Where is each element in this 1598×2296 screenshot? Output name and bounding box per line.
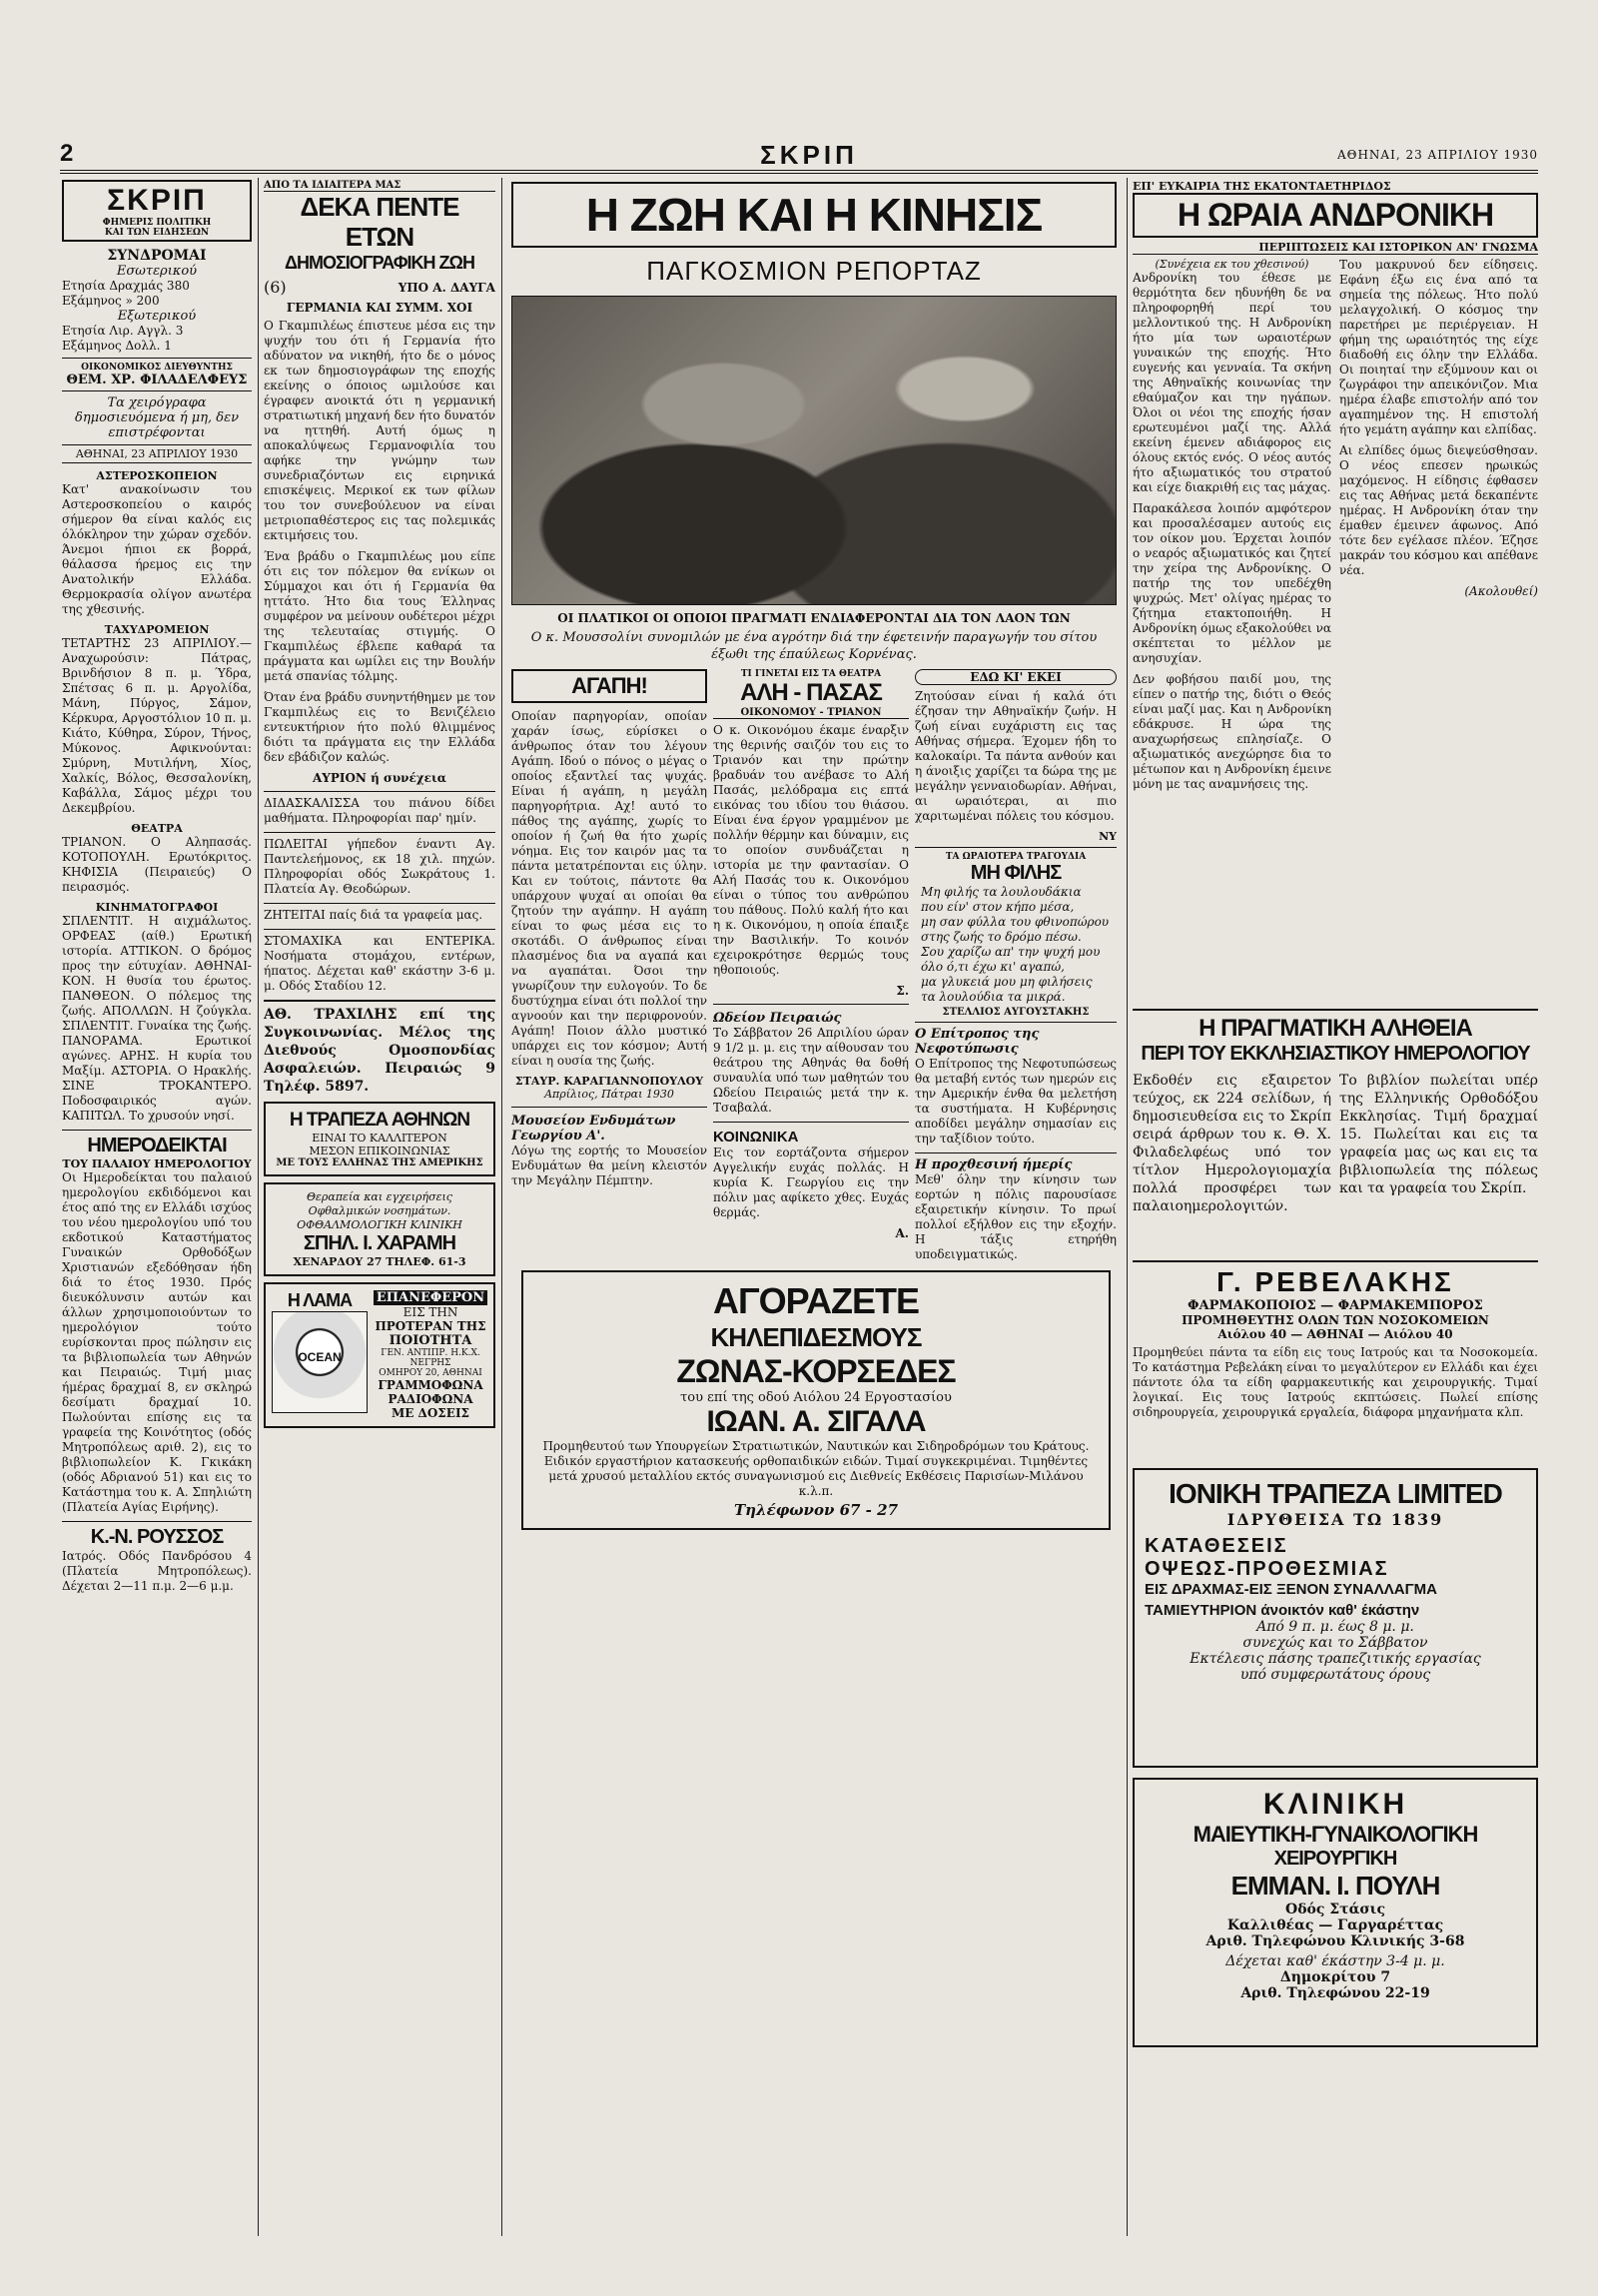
subs-domestic: Εσωτερικού [116, 264, 198, 279]
lamp-title: Η ΛΑΜΑ [287, 1290, 353, 1310]
nameplate-sub2: ΚΑΙ ΤΩΝ ΕΙΔΗΣΕΩΝ [104, 228, 210, 238]
clinic-addr1: Οδός Στάσις [1285, 1902, 1385, 1917]
epitropos-title: Ο Επίτροπος της Νεφοτύπωσις [915, 1027, 1040, 1057]
right-article [1133, 180, 1538, 979]
ali-kicker: ΤΙ ΓΙΝΕΤΑΙ ΕΙΣ ΤΑ ΘΕΑΤΡΑ [740, 669, 882, 679]
ionian-line6: συνεχώς και το Σάββατον [1242, 1635, 1428, 1651]
poem-line: όλο ό,τι έχω κι' αγαπώ, [921, 960, 1065, 974]
truth-title-2: ΠΕΡΙ ΤΟΥ ΕΚΚΛΗΣΙΑΣΤΙΚΟΥ ΗΜΕΡΟΛΟΓΙΟΥ [1141, 1043, 1530, 1065]
ad-poulis-clinic [1133, 1778, 1538, 2047]
bank-athens-line1: ΕΙΝΑΙ ΤΟ ΚΑΛΛΙΤΕΡΟΝ [312, 1132, 447, 1145]
lamp-brand: OCEAN [298, 1350, 342, 1364]
bank-athens-line3: ΜΕ ΤΟΥΣ ΕΛΛΗΝΑΣ ΤΗΣ ΑΜΕΡΙΚΗΣ [276, 1157, 483, 1168]
clinic-addr4: Δημοκρίτου 7 [1279, 1969, 1391, 1985]
clinic-line1: ΜΑΙΕΥΤΙΚΗ-ΓΥΝΑΙΚΟΛΟΓΙΚΗ [1193, 1822, 1478, 1847]
ionian-founded: ΙΔΡΥΘΕΙΣΑ ΤΩ 1839 [1226, 1510, 1444, 1529]
column-2 [264, 180, 495, 2247]
ali-text: Ο κ. Οικονόμου έκαμε έναρξιν της θερινής σαιζόν του εις το Τριανόν και την πρώτην βραδυάν του ανέβασε το Αλή Πασάς, μελόδραμα εις επτά εικόνας του ιδίου του θιάσου. Είναι ένα έργον γραμμένον με πολλήν θέρμην και δύναμιν, εις το οποίον συνδυάζεται η ιστορία με την φαντασίαν. Ο Αλή Πασάς του κ. Οικονόμου είναι ο τύπος του ανθρώπου του πάθους. Πολύ καλή ήτο και η κ. Οικονόμου, η οποία έπαιξε την Βασιλικήν. Το κοινόν εχειροκρότησε θερμώς τους ηθοποιούς. [713, 723, 909, 977]
column-rule-1 [258, 178, 259, 2236]
lamp-line6: ΡΑΔΙΟΦΩΝΑ [388, 1392, 473, 1406]
ionian-line3: ΕΙΣ ΔΡΑΧΜΑΣ-ΕΙΣ ΞΕΝΟΝ ΣΥΝΑΛΛΑΓΜΑ [1145, 1581, 1437, 1598]
sigala-line1: ΚΗΛΕΠΙΔΕΣΜΟΥΣ [710, 1322, 922, 1352]
lamp-line4: ΠΟΙΟΤΗΤΑ [389, 1333, 472, 1348]
serial-text-1: Ο Γκαμπιλέως έπιστευε μέσα εις την ψυχήν του ότι ή Γερμανία ήτο αδύνατον να νικηθή, ήτο δε ο μόνος εκ των δημοσιογράφων της εποχής εκείνης ο όποιος ωμιλούσε και έγραφεν ανοικτά ότι η γερμανική στρατιωτική μηχανή δεν ήτο δυνατόν να ηττηθή. Αυτή όμως η αποκαλύψεως Γερμανοφιλία του αφήκε την γνώμην των συνεδριαζόντων εις ειρηνικά επισκέψεις. Μερικοί εκ των φίλων του τον συνεβούλευον να είναι μετριοπαθέστερος εις τας πολεμικάς εκτιμήσεις του. [264, 319, 495, 542]
andronike-text-3: Δεν φοβήσου παιδί μου, της είπεν ο πατήρ της, διότι ο Θεός είναι μαζί μας. Και η Ανδρονίκη εδάκρυσε. Η ώρα της αναχωρήσεως επλησίαζε. Ο αξιωματικός ανεχώρησε δια το μέτωπον και η Ανδρονίκη έμεινε μόνη με τας αναμνήσεις της. [1133, 672, 1331, 791]
clinic-doctor: ΕΜΜΑΝ. Ι. ΠΟΥΛΗ [1230, 1871, 1440, 1901]
andronike-text-2: Παρακάλεσα λοιπόν αμφότερον και προσαλέσαμεν αυτούς εις τον οίκον μου. Έρχεται λοιπόν ο νεαρός αξιωματικός και ζητεί την χείρα της Ανδρονίκης. Ο πατήρ της τον υπεδέχθη ψυχρώς. Μετ' ολίγας ημέρας το ζήτημα ετακτοποιήθη. Η Ανδρονίκη όμως εξακολούθει να σκέπτεται το μέλλον με ανησυχίαν. [1133, 501, 1331, 665]
manuscripts-notice: Τα χειρόγραφα δημοσιευόμενα ή μη, δεν επιστρέφονται [75, 395, 239, 440]
poem-line: μη σαν φύλλα του φθινοπώρου [921, 915, 1110, 929]
revelakis-text: Προμηθεύει πάντα τα είδη εις τους Ιατρούς και τα Νοσοκομεία. Το κατάστημα Ρεβελάκη είναι το μεγαλύτερον εν Ελλάδι και έχει πάντοτε όλα τα είδη φαρμακευτικής και χειρουργικής. Τιμαί λογικαί. Εις τους Ιατρούς εκπτώσεις. Πωλεί επίσης σιδηρουργεία, χειρουργικά εργαλεία, διάφορα μηχανήματα κλπ. [1133, 1345, 1538, 1419]
andronike-text-5: Αι ελπίδες όμως διεψεύσθησαν. Ο νέος επεσεν ηρωικώς μαχόμενος. Η είδησις έφθασεν εις τας Αθήνας μετά δεκαπέντε ημέρας. Η Ανδρονίκη όταν την έμαθεν έμεινεν άφωνος. Από τότε δεν εγέλασε πλέον. Έζησε μακράν του κόσμου και απέθανε νέα. [1339, 443, 1538, 577]
serial-continued: ΑΥΡΙΟΝ ή συνέχεια [312, 771, 447, 785]
column-rule-3 [1127, 178, 1128, 2236]
clinic-addr2: Καλλιθέας — Γαργαρέττας [1226, 1917, 1444, 1933]
truth-right: Το βιβλίον πωλείται υπέρ της Ελληνικής Ορθοδόξου Εκκλησίας. Τιμή δραχμαί 15. Πωλείται και εις τα γραφεία μας ως και εις τα βιβλιοπωλεία της πόλεως και τα γραφεία του Σκρίπ. [1339, 1073, 1538, 1196]
sigala-line2: ΖΩΝΑΣ-ΚΟΡΣΕΔΕΣ [676, 1353, 956, 1389]
poem-line: μα γλυκειά μου μη φιλήσεις [921, 975, 1093, 989]
astro-text: Κατ' ανακοίνωσιν του Αστεροσκοπείου ο καιρός σήμερον θα είναι καλός εις όλόκληρον την χώραν σχεδόν. Άνεμοι ήπιοι εκ βορρά, θάλασσα ήρεμος εις την Ανατολικήν Ελλάδα. Θερμοκρασία ολίγον ανωτέρα της χθεσινής. [62, 482, 252, 616]
center-col-a [511, 669, 707, 1260]
nameplate-sub1: ΦΗΜΕΡΙΣ ΠΟΛΙΤΙΚΗ [102, 218, 212, 228]
poem-signature: ΣΤΕΛΛΙΟΣ ΑΥΓΟΥΣΤΑΚΗΣ [942, 1007, 1090, 1018]
eye-clinic-addr: ΧΕΝΑΡΔΟΥ 27 ΤΗΛΕΦ. 61-3 [293, 1255, 466, 1268]
subs-line2: Εξάμηνος » 200 [62, 294, 160, 308]
ad-bank-athens [264, 1102, 495, 1176]
photo-caption-2: Ο κ. Μουσσολίνι συνομιλών με ένα αγρότην διά την έφετεινήν παραγωγήν του σίτου έξωθι της έπαύλεως Κορνένας. [530, 630, 1098, 662]
ad-rousso-name: Κ.-Ν. ΡΟΥΣΣΟΣ [90, 1526, 224, 1548]
andronike-kicker: ΕΠ' ΕΥΚΑΙΡΙΑ ΤΗΣ ΕΚΑΤΟΝΤΑΕΤΗΡΙΔΟΣ [1133, 180, 1391, 193]
classified-4: ΣΤΟΜΑΧΙΚΑ και ΕΝΤΕΡΙΚΑ. Νοσήματα στομάχου, εντέρων, ήπατος. Δέχεται καθ' εκάστην 3-6 μ. μ. Οδός Σταδίου 12. [264, 934, 495, 993]
clinic-name: ΚΛΙΝΙΚΗ [1262, 1788, 1408, 1821]
lamp-image [272, 1311, 368, 1413]
poem-line: Σου χαρίζω απ' την ψυχή μου [921, 945, 1101, 959]
mail-title: ΤΑΧΥΔΡΟΜΕΙΟΝ [104, 623, 210, 636]
clinic-addr5: Αριθ. Τηλεφώνου 22-19 [1240, 1985, 1430, 2001]
edo-signature: ΝΥ [1099, 830, 1117, 843]
andronike-text-4: Του μακρυνού δεν είδησεις. Εφάνη έξω εις ένα από τα σημεία της πόλεως. Ήτο πολύ μελαγχολική. Ο κόσμος την παρετήρει με περιέργειαν. Η φήμη της ωραιότητός της είχε διαδοθή εις όλην την Ελλάδα. Οι ποιηταί την εξύμνουν και οι ζωγράφοι την απεικόνιζον. Μια ημέρα έλαβε επιστολήν από τον αγαπημένον της. Η επιστολή ήτο γεμάτη αγάπην και ελπίδας. [1339, 258, 1538, 436]
sigala-head: ΑΓΟΡΑΖΕΤΕ [713, 1280, 919, 1321]
koinonika-signature: Α. [895, 1226, 909, 1240]
revelakis-line1: ΦΑΡΜΑΚΟΠΟΙΟΣ — ΦΑΡΜΑΚΕΜΠΟΡΟΣ [1188, 1298, 1483, 1313]
center-title: Η ΖΩΗ ΚΑΙ Η ΚΙΝΗΣΙΣ [585, 189, 1043, 241]
column-1 [62, 180, 252, 2247]
clinic-line2: ΧΕΙΡΟΥΡΓΙΚΗ [1273, 1848, 1397, 1870]
director-name: ΘΕΜ. ΧΡ. ΦΙΛΑΔΕΛΦΕΥΣ [62, 373, 252, 391]
center-col-b [713, 669, 909, 1260]
edo-text: Ζητούσαν είναι ή καλά ότι έζησαν την Αθηναϊκήν ζωήν. Η ζωή είναι ευχάριστη εις τας Αθήνας σήμερα. Έχομεν ήδη το καλοκαίρι. Τα πάντα ανθούν και η άνοιξις χαρίζει τα δώρα της με μεγάλην γενναιοδωρίαν. Αθήναι, αι ωραιότεραι, αι πιο χαριτωμέναι πόλεις του κόσμου. [915, 689, 1117, 823]
serial-text-2: Ένα βράδυ ο Γκαμπιλέως μου είπε ότι εις τον πόλεμον θα ενίκων οι Σύμμαχοι και ότι ή Γερμανία θα ηττάτο. Ήτο δια τους Έλληνας συμφέρον να μείνουν ουδέτεροι μέχρι της τελευταίας στιγμής. Ο Γκαμπιλέως έβλεπε καθαρά τα πράγματα και ωμίλει εις την Βουλήν μετά σπανίας τόλμης. [264, 549, 495, 683]
page-number: 2 [60, 140, 74, 167]
lamp-line5: ΓΡΑΜΜΟΦΩΝΑ [378, 1378, 483, 1392]
photo-mussolini [511, 296, 1117, 605]
poem-line: στης ζωής το δρόμο πέσω. [921, 930, 1082, 944]
andronike-text-1: Ανδρονίκη του έθεσε με θερμότητα δεν ηδυνήθη δε να πληροφορηθή περί του μελλοντικού της. Η Ανδρονίκη ήτο μία των ωραιοτέρων γυναικών της εποχής. Ήτο ευγενής και γενναία. Τα σκήνη της Αθηναϊκής κοινωνίας την εθαύμαζον και την ηγάπων. Όλοι οι νέοι της εποχής ήσαν ερωτευμένοι μαζί της. Αλλά εκείνη έμενεν αδιάφορος εις όλους εκτός ενός. Ο νέος αυτός ήτο αξιωματικός του στρατού και είχε διακριθή εις τας μάχας. [1133, 271, 1331, 494]
subs-line1: Ετησία Δραχμάς 380 [62, 279, 190, 293]
truth-title-1: Η ΠΡΑΓΜΑΤΙΚΗ ΑΛΗΘΕΙΑ [1198, 1015, 1472, 1042]
center-subtitle: ΠΑΓΚΟΣΜΙΟΝ ΡΕΠΟΡΤΑΖ [646, 256, 982, 286]
edo-title: ΕΔΩ ΚΙ' ΕΚΕΙ [915, 669, 1117, 685]
ionian-line8: υπό συμφερωτάτους όρους [1239, 1667, 1431, 1683]
lamp-agent: ΓΕΝ. ΑΝΤΙΠΡ. Η.Κ.Χ. ΝΕΓΡΗΣ [381, 1348, 480, 1368]
center-col-c [915, 669, 1117, 1260]
ionian-line2: ΟΨΕΩΣ-ΠΡΟΘΕΣΜΙΑΣ [1145, 1558, 1389, 1580]
odeion-text: Το Σάββατον 26 Απριλίου ώραν 9 1/2 μ. μ. εις την αίθουσαν του θεάτρου της Αθηνάς θα δοθή συναυλία υπό των μαθητών του Ωδείου Πειραιώς μετά την κ. Τσαβαλά. [713, 1026, 909, 1115]
paper-name: ΣΚΡΙΠ [760, 140, 858, 170]
eye-clinic-name: ΣΠΗΛ. Ι. ΧΑΡΑΜΗ [303, 1232, 456, 1254]
ionian-line5: Από 9 π. μ. έως 8 μ. μ. [1256, 1619, 1414, 1635]
classified-1: ΔΙΔΑΣΚΑΛΙΣΣΑ του πιάνου δίδει μαθήματα. Πληροφορίαι παρ' ημίν. [264, 796, 495, 825]
eye-clinic-text: Θεραπεία και εγχειρήσεις Οφθαλμικών νοσημάτων. ΟΦΘΑΛΜΟΛΟΓΙΚΗ ΚΛΙΝΙΚΗ [297, 1190, 462, 1231]
clinic-addr3: Αριθ. Τηλεφώνου Κλινικής 3-68 [1205, 1933, 1465, 1949]
ionian-line7: Εκτέλεσις πάσης τραπεζιτικής εργασίας [1190, 1651, 1481, 1667]
nameplate-logo: ΣΚΡΙΠ [107, 184, 207, 217]
hemer-subtitle: ΤΟΥ ΠΑΛΑΙΟΥ ΗΜΕΡΟΛΟΓΙΟΥ [62, 1157, 252, 1170]
ionian-line4: ΤΑΜΙΕΥΤΗΡΙΟΝ άνοικτόν καθ' έκάστην [1145, 1602, 1420, 1619]
revelakis-line3: Αιόλου 40 — ΑΘΗΝΑΙ — Αιόλου 40 [1217, 1327, 1453, 1341]
lamp-line7: ΜΕ ΔΟΣΕΙΣ [391, 1406, 470, 1420]
subs-line4: Εξάμηνος Δολλ. 1 [62, 339, 172, 353]
ali-title: ΑΛΗ - ΠΑΣΑΣ [740, 679, 882, 706]
classified-3: ΖΗΤΕΙΤΑΙ παίς διά τα γραφεία μας. [264, 908, 483, 922]
masthead [60, 138, 1538, 174]
classified-2: ΠΩΛΕΙΤΑΙ γήπεδον έναντι Αγ. Παντελεήμονος, εκ 18 χιλ. πηχών. Πληροφορίαι οδός Σωκράτους 1. Πλατεία Αγ. Θεοδώρων. [264, 837, 495, 896]
hemer-title: ΗΜΕΡΟΔΕΙΚΤΑΙ [87, 1135, 227, 1156]
cinema-title: ΚΙΝΗΜΑΤΟΓΡΑΦΟΙ [95, 901, 219, 914]
column-rule-2 [501, 178, 502, 2236]
bank-athens-line2: ΜΕΣΟΝ ΕΠΙΚΟΙΝΩΝΙΑΣ [309, 1145, 450, 1157]
serial-subhead: ΓΕΡΜΑΝΙΑ ΚΑΙ ΣΥΜΜ. ΧΟΙ [286, 301, 473, 315]
poem-line: Μη φιλής τα λουλουδάκια [921, 885, 1082, 899]
mail-text: ΤΕΤΑΡΤΗΣ 23 ΑΠΡΙΛΙΟΥ.— Αναχωρούσιν: Πάτρας, Βρινδήσιον 8 π. μ. Ύδρα, Σπέτσας 6 π. μ. Αργολίδα, Μάνη, Πύργος, Σάμον, Κέρκυρα, Αργοστόλιον 10 π. μ. Κιάτο, Κύθηρα, Σύρον, Τήνος, Μύκονος. Αφικνούνται: Σμύρνη, Μυτιλήνη, Χίος, Χαλκίς, Βόλος, Θεσσαλονίκη, Καβάλλα, Σάμος μέχρι του Δεκεμβρίου. [62, 636, 252, 815]
agapi-title: ΑΓΑΠΗ! [511, 669, 707, 703]
serial-title-2: ΔΗΜΟΣΙΟΓΡΑΦΙΚΗ ΖΩΗ [285, 253, 474, 273]
ad-sigala [521, 1270, 1111, 1530]
serial-text-3: Όταν ένα βράδυ συνηντήθημεν με τον Γκαμπιλέως εις το Βενιζέλειο εντευκτήριον ήτο πολύ θλιμμένος διότι τα πράγματα εις την Ελλάδα δεν εβάδιζον καλώς. [264, 690, 495, 764]
lamp-line1: ΕΠΑΝΕΦΕΡΟΝ [374, 1290, 487, 1305]
director-label: ΟΙΚΟΝΟΜΙΚΟΣ ΔΙΕΥΘΥΝΤΗΣ [81, 363, 233, 373]
ad-ionian-bank [1133, 1468, 1538, 1768]
epitropos-text: Ο Επίτροπος της Νεφοτυπώσεως θα μεταβή εντός των ημερών εις την Αμερικήν ένθα θα μελετήση τα συστήματα. Η Κυβέρνησις αποδίδει μεγάλην σημασίαν εις την ταξίδιον τούτο. [915, 1057, 1117, 1146]
lamp-line3: ΠΡΟΤΕΡΑΝ ΤΗΣ [375, 1319, 486, 1333]
sigala-phone: Τηλέφωνον 67 - 27 [733, 1501, 899, 1519]
subs-title: ΣΥΝΔΡΟΜΑΙ [107, 248, 207, 264]
ali-signature: Σ. [896, 984, 909, 998]
ali-subtitle: ΟΙΚΟΝΟΜΟΥ - ΤΡΙΑΝΟΝ [713, 707, 909, 719]
theatre-text: ΤΡΙΑΝΟΝ. Ο Αληπασάς. ΚΟΤΟΠΟΥΛΗ. Ερωτόκριτος. ΚΗΦΙΣΙΑ (Πειραιεύς) Ο πειρασμός. [62, 835, 252, 894]
poem-line: τα λουλούδια τα μικρά. [921, 990, 1066, 1004]
ionian-line1: ΚΑΤΑΘΕΣΕΙΣ [1145, 1535, 1288, 1557]
truth-left: Εκδοθέν εις εξαιρετον τεύχος, εκ 224 σελίδων, ή δημοσιευθείσα εις το Σκρίπ σειρά άρθρων του κ. Θ. Χ. Φιλαδελφέως υπό τον τίτλον Ημερολογιομαχία πολλά προσφέρει των παλαιοημερολογιτών. [1133, 1073, 1331, 1214]
hemer-text: Οι Ημεροδείκται του παλαιού ημερολογίου εκδιδόμενοι και έτος από της εν Ελλάδι ισχύος του νέου ημερολογίου υπό του εκδοτικού Καταστήματος Γυναικών Ορθοδόξων Χριστιανών εξεδόθησαν ήδη διά το έτος 1930. Πρός διευκόλυνσιν αυτών και άλλων χρησιμοποιούντων το ημερολόγιον τούτο ευρίσκονται προς πώλησιν εις τα βιβλιοπωλεία των Αθηνών και Πειραιώς. Τιμή μιας ήμέρας δραχμαί 8, εν σκληρώ δεσίματι δραχμαί 10. Πωλούνται επίσης εις τα γραφεία της Κοινότητος (οδός Μητροπόλεως αριθ. 2), εις το βιβλιοπωλείον Κ. Γκικάκη (οδός Αδριανού 51) και εις το Κατάστημα του κ. Α. Σπηλιώτη (Πλατεία Αγίας Ειρήνης). [62, 1170, 252, 1514]
protheusi-text: Μεθ' όλην την κίνησιν των εορτών η πόλις παρουσίασε εξαιρετικήν κίνησιν. Το πρωί πολλοί εξήλθον εις την εξοχήν. Η τάξις ετηρήθη υποδειγματικώς. [915, 1172, 1117, 1260]
clinic-hours: Δέχεται καθ' έκάστην 3-4 μ. μ. [1225, 1953, 1445, 1969]
subs-line3: Ετησία Λιρ. Αγγλ. 3 [62, 324, 184, 338]
serial-kicker: ΑΠΟ ΤΑ ΙΔΙΑΙΤΕΡΑ ΜΑΣ [264, 180, 495, 192]
ad-trachilis: ΑΘ. ΤΡΑΧΙΛΗΣ επί της Συγκοινωνίας. Μέλος της Διεθνούς Ομοσπονδίας Ασφαλειών. Πειραιώς 9 Τηλέφ. 5897. [264, 1007, 495, 1095]
sigala-line3: του επί της οδού Αιόλου 24 Εργοστασίου [680, 1390, 952, 1405]
poem-line: που είν' στον κήπο μέσα, [921, 900, 1075, 914]
agapi-text: Οποίαν παρηγορίαν, οποίαν χαράν ίσως, εύρίσκει ο άνθρωπος όταν του λέγουν Αγάπη. Ιδού ο πόνος ο μέγας ο οποίος εξαντλεί τας ψυχάς. Είναι ή αγάπη, η μεγάλη παρηγορήτρια. Αχ! αυτό το πάθος της αγάπης, χωρίς το οποίον ή ζωή θα ήτο χωρίς νόημα. Εις τον καιρόν μας τα πάντα μετατρέπονται εις ύλην. Και εν τούτοις, πάντοτε θα υπάρχουν ψυχαί αι οποίαι θα ζητούν την αγάπην. Η αγάπη είναι το φως μέσα εις το σκοτάδι. Ο άνθρωπος είναι πλασμένος δια να αγαπά και να αγαπάται. Όσοι την γνωρίζουν την ευλογούν. Το δε δυστύχημα είναι ότι πολλοί την αγνοούν και την περιφρονούν. Αγάπη! Ποιον άλλο μυστικό υπάρχει εις τον κόσμον; Αυτή είναι η ουσία της ζωής. [511, 709, 707, 1068]
serial-title-1: ΔΕΚΑ ΠΕΝΤΕ ΕΤΩΝ [300, 192, 459, 252]
agapi-place: Απρίλιος, Πάτραι 1930 [544, 1088, 674, 1101]
sigala-name: ΙΩΑΝ. Α. ΣΙΓΑΛΑ [706, 1405, 926, 1438]
andronike-subtitle: ΠΕΡΙΠΤΩΣΕΙΣ ΚΑΙ ΙΣΤΟΡΙΚΟΝ ΑΝ' ΓΝΩΣΜΑ [1133, 241, 1538, 255]
cinema-text: ΣΠΛΕΝΤΙΤ. Η αιχμάλωτος. ΟΡΦΕΑΣ (αίθ.) Ερωτική ιστορία. ΑΤΤΙΚΟΝ. Ο δρόμος προς την εύτυχίαν. ΑΘΗΝΑΙ-ΚΟΝ. Η θυσία του έρωτος. ΠΑΝΘΕΟΝ. Ο πόλεμος της ζωής. ΑΠΟΛΛΩΝ. Η ζούγκλα. ΣΠΛΕΝΤΙΤ. Γυναίκα της ζωής. ΠΑΝΟΡΑΜΑ. Ερωτικοί αγώνες. ΑΡΗΣ. Η κυρία του Μαξίμ. ΑΣΤΟΡΙΑ. Ο Ηρακλής. ΣΙΝΕ ΤΡΟΚΑΝΤΕΡΟ. Ποδοσφαιρικός αγών. ΚΑΠΙΤΩΛ. Το χρυσούν νησί. [62, 914, 252, 1123]
poem-title: ΜΗ ΦΙΛΗΣ [970, 862, 1062, 884]
ad-lamp [264, 1282, 495, 1428]
museion-title: Μουσείον Ενδυμάτων Γεωργίου Α'. [511, 1114, 676, 1144]
photo-caption-1: ΟΙ ΠΛΑΤΙΚΟΙ ΟΙ ΟΠΟΙΟΙ ΠΡΑΓΜΑΤΙ ΕΝΔΙΑΦΕΡΟΝΤΑΙ ΔΙΑ ΤΟΝ ΛΑΟΝ ΤΩΝ [557, 611, 1071, 625]
poem-lines [915, 885, 1117, 1005]
ad-revelakis [1133, 1260, 1538, 1460]
andronike-title: Η ΩΡΑΙΑ ΑΝΔΡΟΝΙΚΗ [1133, 193, 1538, 238]
date-line: ΑΘΗΝΑΙ, 23 ΑΠΡΙΛΙΟΥ 1930 [1336, 148, 1538, 162]
bank-athens-name: Η ΤΡΑΠΕΖΑ ΑΘΗΝΩΝ [289, 1110, 470, 1131]
koinonika-title: ΚΟΙΝΩΝΙΚΑ [713, 1129, 799, 1146]
dateline: ΑΘΗΝΑΙ, 23 ΑΠΡΙΛΙΟΥ 1930 [62, 444, 252, 463]
subs-foreign: Εξωτερικού [117, 309, 197, 324]
museion-text: Λόγω της εορτής το Μουσείον Ενδυμάτων θα μείνη κλειστόν την Μεγάλην Πέμπτην. [511, 1144, 707, 1187]
nameplate-box [62, 180, 252, 242]
serial-part: (6) [264, 278, 287, 297]
ionian-name: ΙΟΝΙΚΗ ΤΡΑΠΕΖΑ LIMITED [1169, 1478, 1502, 1509]
odeion-title: Ωδείον Πειραιώς [713, 1011, 842, 1026]
koinonika-text: Εις τον εορτάζοντα σήμερον Αγγελικήν ευχάς πολλάς. Η κυρία Κ. Γεωργίου εις την πόλιν μας αφίκετο χθες. Ευχάς θερμάς. [713, 1146, 909, 1219]
sigala-text: Προμηθευτού των Υπουργείων Στρατιωτικών, Ναυτικών και Σιδηροδρόμων του Κράτους. Ειδικόν εργαστήριον κατασκευής ορθοπαιδικών ειδών. Τιμαί συγκεκριμέναι. Τιμηθέντες μετά χρυσού μεταλλίου εκτός συναγωνισμού εις Διεθνείς Εκθέσεις Παρισίων-Μιλάνου κ.λ.π. [542, 1439, 1090, 1498]
protheusi-title: Η προχθεσινή ήμερίς [915, 1157, 1073, 1172]
andronike-lead: (Συνέχεια εκ του χθεσινού) [1155, 258, 1309, 271]
lamp-line2: ΕΙΣ ΤΗΝ [402, 1305, 458, 1319]
center-title-box [511, 182, 1117, 248]
astro-title: ΑΣΤΕΡΟΣΚΟΠΕΙΟΝ [96, 469, 218, 482]
ad-rousso-text: Ιατρός. Οδός Πανδρόσου 4 (Πλατεία Μητροπόλεως). Δέχεται 2—11 π.μ. 2—6 μ.μ. [62, 1549, 252, 1593]
poem-kicker: ΤΑ ΩΡΑΙΟΤΕΡΑ ΤΡΑΓΟΥΔΙΑ [945, 852, 1087, 862]
lamp-addr: ΟΜΗΡΟΥ 20, ΑΘΗΝΑΙ [379, 1368, 482, 1378]
revelakis-line2: ΠΡΟΜΗΘΕΥΤΗΣ ΟΛΩΝ ΤΩΝ ΝΟΣΟΚΟΜΕΙΩΝ [1182, 1313, 1489, 1327]
agapi-signature: ΣΤΑΥΡ. ΚΑΡΑΓΙΑΝΝΟΠΟΥΛΟΥ [514, 1075, 704, 1088]
ad-eye-clinic [264, 1182, 495, 1276]
serial-byline: ΥΠΟ Α. ΔΑΥΓΑ [398, 280, 495, 295]
andronike-continued: (Ακολουθεί) [1464, 584, 1538, 598]
theatre-title: ΘΕΑΤΡΑ [131, 822, 183, 835]
calendar-truth [1133, 1009, 1538, 1248]
revelakis-name: Γ. ΡΕΒΕΛΑΚΗΣ [1216, 1266, 1454, 1297]
